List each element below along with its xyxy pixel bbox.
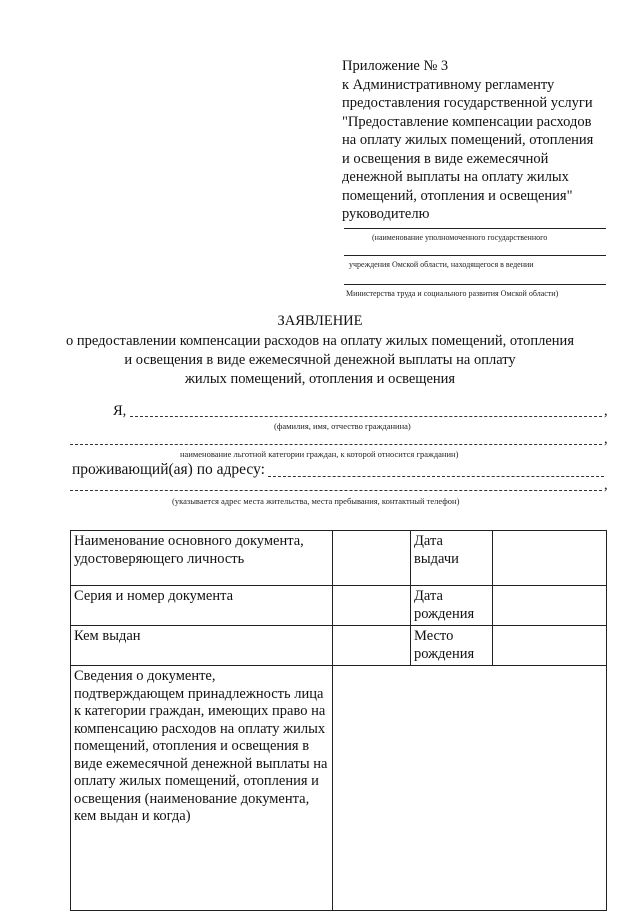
- table-row: [71, 531, 607, 586]
- recipient-line-2[interactable]: [344, 255, 606, 256]
- series-number-value[interactable]: [333, 586, 411, 626]
- address-input-line[interactable]: [268, 476, 604, 477]
- document-subtitle: [0, 332, 640, 389]
- issued-by-label: Кем выдан: [71, 626, 333, 666]
- address-input-line-2[interactable]: [70, 490, 602, 491]
- category-caption: наименование льготной категории граждан, к которой относится гражданин): [180, 449, 459, 459]
- appendix-line: и освещения в виде ежемесячной: [342, 150, 549, 167]
- recipient-caption-3: Министерства труда и социального развития Омской области): [346, 289, 559, 298]
- table-row: [71, 626, 607, 666]
- appendix-line: помещений, отопления и освещения": [342, 187, 573, 204]
- name-line-comma: ,: [604, 403, 608, 419]
- address-line-comma: ,: [604, 477, 608, 493]
- i-label: Я,: [113, 403, 127, 419]
- category-document-label: Сведения о документе, подтверждающем принадлежность лица к категории граждан, имеющих право на компенсацию расходов на оплату жилых помещений, отопления и освещения в виде ежемесячной денежной выплаты на оплату жилых помещений, отопления и освещения (наименование документа, кем выдан и когда): [71, 666, 333, 911]
- table-row: [71, 666, 607, 911]
- issued-by-value[interactable]: [333, 626, 411, 666]
- recipient-caption-1: (наименование уполномоченного государственного: [372, 233, 548, 242]
- subtitle-line: о предоставлении компенсации расходов на оплату жилых помещений, отопления: [66, 333, 574, 349]
- main-document-label: Наименование основного документа, удостоверяющего личность: [71, 531, 333, 586]
- recipient-line-1[interactable]: [344, 228, 606, 229]
- issue-date-label: Дата выдачи: [411, 531, 493, 586]
- appendix-line: предоставления государственной услуги: [342, 95, 593, 111]
- category-document-value[interactable]: [333, 666, 607, 911]
- subtitle-line: жилых помещений, отопления и освещения: [184, 371, 456, 387]
- category-input-line[interactable]: [70, 444, 602, 445]
- category-line-comma: ,: [604, 431, 608, 447]
- appendix-line: денежной выплаты на оплату жилых: [342, 169, 569, 185]
- name-input-line[interactable]: [130, 416, 602, 417]
- address-caption: (указывается адрес места жительства, места пребывания, контактный телефон): [172, 496, 460, 506]
- subtitle-line: и освещения в виде ежемесячной денежной выплаты на оплату: [124, 352, 516, 368]
- name-caption: (фамилия, имя, отчество гражданина): [274, 421, 411, 431]
- birth-date-value[interactable]: [493, 586, 607, 626]
- series-number-label: Серия и номер документа: [71, 586, 333, 626]
- appendix-line: руководителю: [342, 206, 430, 222]
- recipient-line-3[interactable]: [344, 284, 606, 285]
- appendix-line: к Административному регламенту: [342, 76, 555, 93]
- main-document-value[interactable]: [333, 531, 411, 586]
- appendix-line: на оплату жилых помещений, отопления: [342, 132, 594, 148]
- appendix-block: [342, 57, 632, 224]
- birth-date-label: Дата рождения: [411, 586, 493, 626]
- table-row: [71, 586, 607, 626]
- appendix-line: Приложение № 3: [342, 58, 449, 74]
- birth-place-value[interactable]: [493, 626, 607, 666]
- document-title: ЗАЯВЛЕНИЕ: [277, 313, 363, 329]
- document-info-table: [70, 530, 607, 911]
- birth-place-label: Место рождения: [411, 626, 493, 666]
- address-label: проживающий(ая) по адресу:: [72, 461, 265, 478]
- appendix-line: "Предоставление компенсации расходов: [342, 113, 592, 130]
- issue-date-value[interactable]: [493, 531, 607, 586]
- recipient-caption-2: учреждения Омской области, находящегося в ведении: [349, 260, 534, 269]
